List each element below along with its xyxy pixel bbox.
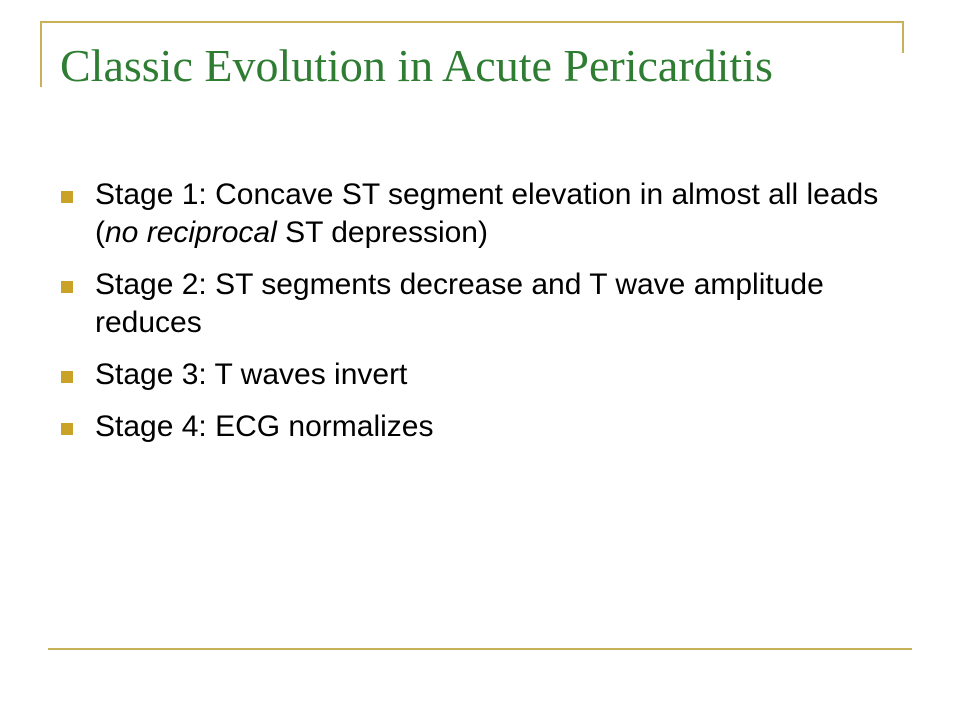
square-bullet-icon bbox=[61, 371, 73, 383]
square-bullet-icon bbox=[61, 191, 73, 203]
bottom-rule bbox=[48, 648, 912, 650]
slide-title: Classic Evolution in Acute Pericarditis bbox=[60, 40, 773, 91]
bullet-stage-1 bbox=[60, 176, 880, 252]
top-right-rule bbox=[902, 21, 904, 53]
bullet-text: Stage 2: ST segments decrease and T wave amplitude reduces bbox=[95, 268, 824, 339]
left-rule bbox=[40, 21, 42, 87]
bullet-stage-4 bbox=[60, 408, 880, 446]
square-bullet-icon bbox=[61, 281, 73, 293]
bullet-stage-2 bbox=[60, 266, 880, 342]
bullet-list bbox=[60, 176, 880, 460]
bullet-stage-3 bbox=[60, 356, 880, 394]
bullet-text: Stage 4: ECG normalizes bbox=[95, 410, 434, 443]
bullet-text: Stage 3: T waves invert bbox=[95, 358, 408, 391]
top-rule bbox=[40, 21, 904, 23]
bullet-text: Stage 1: Concave ST segment elevation in almost all leads (no reciprocal ST depression) bbox=[95, 178, 879, 249]
square-bullet-icon bbox=[61, 423, 73, 435]
